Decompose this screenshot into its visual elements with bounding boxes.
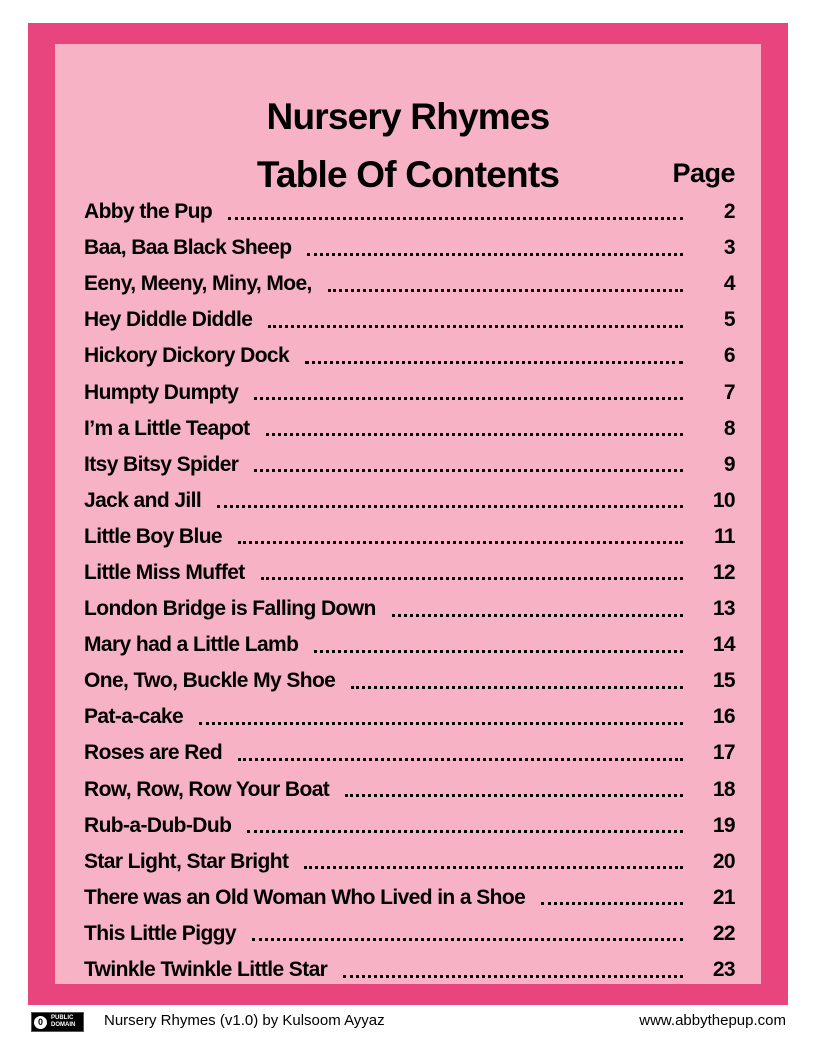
entry-title: Eeny, Meeny, Miny, Moe, [84, 272, 312, 296]
toc-entry[interactable] [84, 808, 735, 844]
toc-entry[interactable] [84, 194, 735, 230]
entry-page-number: 21 [712, 885, 735, 909]
footer [0, 1010, 816, 1034]
entry-page-number: 8 [723, 416, 735, 440]
entry-page-number: 10 [712, 488, 735, 512]
entry-page-number: 19 [712, 813, 735, 837]
toc-entry[interactable] [84, 880, 735, 916]
entry-title: Humpty Dumpty [84, 380, 239, 404]
entry-title: London Bridge is Falling Down [84, 597, 376, 621]
entry-page-number: 5 [723, 308, 735, 332]
entry-title: Jack and Jill [84, 488, 202, 512]
entry-page-number: 13 [712, 597, 735, 621]
page-border [28, 23, 788, 1005]
toc-entry[interactable] [84, 591, 735, 627]
entry-page-number: 15 [712, 669, 735, 693]
public-domain-icon: 0 [34, 1016, 47, 1029]
dot-leader [254, 461, 683, 472]
entry-title: One, Two, Buckle My Shoe [84, 669, 336, 693]
entry-page-number: 12 [712, 560, 735, 584]
website-link[interactable]: www.abbythepup.com [639, 1012, 786, 1029]
entry-page-number: 11 [714, 524, 735, 548]
toc-entry[interactable] [84, 266, 735, 302]
entry-page-number: 23 [712, 958, 735, 982]
page-column-header: Page [672, 158, 735, 188]
dot-leader [314, 642, 683, 653]
entry-title: Little Boy Blue [84, 524, 223, 548]
badge-label: PUBLIC DOMAIN [51, 1015, 76, 1028]
dot-leader [351, 678, 683, 689]
toc-entry[interactable] [84, 411, 735, 447]
contents-panel [55, 44, 761, 984]
dot-leader [252, 930, 683, 941]
entry-page-number: 6 [723, 344, 735, 368]
dot-leader [254, 389, 683, 400]
toc-entry[interactable] [84, 663, 735, 699]
entry-page-number: 16 [712, 705, 735, 729]
entry-title: Little Miss Muffet [84, 560, 245, 584]
entry-title: There was an Old Woman Who Lived in a Shoe [84, 885, 526, 909]
toc-entry[interactable] [84, 627, 735, 663]
entry-title: I’m a Little Teapot [84, 416, 250, 440]
dot-leader [392, 606, 683, 617]
toc-entry[interactable] [84, 483, 735, 519]
entry-page-number: 20 [712, 849, 735, 873]
entry-title: This Little Piggy [84, 921, 236, 945]
entry-title: Baa, Baa Black Sheep [84, 236, 292, 260]
entry-page-number: 4 [723, 272, 735, 296]
dot-leader [199, 714, 683, 725]
toc-entry[interactable] [84, 952, 735, 988]
toc-entry[interactable] [84, 302, 735, 338]
dot-leader [328, 281, 683, 292]
entry-page-number: 18 [712, 777, 735, 801]
entry-page-number: 7 [723, 380, 735, 404]
dot-leader [238, 533, 683, 544]
entry-title: Pat-a-cake [84, 705, 184, 729]
toc-entry[interactable] [84, 555, 735, 591]
entry-title: Rub-a-Dub-Dub [84, 813, 232, 837]
entry-page-number: 3 [723, 236, 735, 260]
entry-title: Hickory Dickory Dock [84, 344, 290, 368]
entry-title: Star Light, Star Bright [84, 849, 289, 873]
public-domain-badge [31, 1012, 84, 1032]
dot-leader [266, 425, 683, 436]
toc-entry[interactable] [84, 735, 735, 771]
toc-entry[interactable] [84, 447, 735, 483]
credit-text: Nursery Rhymes (v1.0) by Kulsoom Ayyaz [104, 1012, 385, 1029]
entry-title: Roses are Red [84, 741, 223, 765]
entry-title: Hey Diddle Diddle [84, 308, 253, 332]
toc-entry[interactable] [84, 772, 735, 808]
dot-leader [305, 353, 683, 364]
dot-leader [268, 317, 683, 328]
entry-title: Row, Row, Row Your Boat [84, 777, 330, 801]
dot-leader [228, 209, 683, 220]
entry-page-number: 14 [712, 633, 735, 657]
toc-entry[interactable] [84, 230, 735, 266]
dot-leader [343, 967, 683, 978]
dot-leader [307, 245, 683, 256]
entry-title: Itsy Bitsy Spider [84, 452, 239, 476]
entry-page-number: 22 [712, 921, 735, 945]
entry-title: Mary had a Little Lamb [84, 633, 299, 657]
dot-leader [261, 569, 683, 580]
title-line-2: Table Of Contents [256, 154, 560, 195]
toc-entry[interactable] [84, 338, 735, 374]
toc-entry[interactable] [84, 699, 735, 735]
entry-title: Abby the Pup [84, 200, 213, 224]
dot-leader [238, 750, 683, 761]
dot-leader [217, 497, 683, 508]
dot-leader [247, 822, 683, 833]
toc-list [84, 194, 735, 988]
entry-page-number: 2 [723, 200, 735, 224]
entry-page-number: 17 [712, 741, 735, 765]
dot-leader [541, 894, 683, 905]
dot-leader [345, 786, 683, 797]
toc-entry[interactable] [84, 844, 735, 880]
toc-entry[interactable] [84, 519, 735, 555]
dot-leader [304, 858, 683, 869]
toc-entry[interactable] [84, 374, 735, 410]
entry-page-number: 9 [723, 452, 735, 476]
entry-title: Twinkle Twinkle Little Star [84, 958, 328, 982]
toc-entry[interactable] [84, 916, 735, 952]
title-line-1: Nursery Rhymes [266, 96, 550, 137]
